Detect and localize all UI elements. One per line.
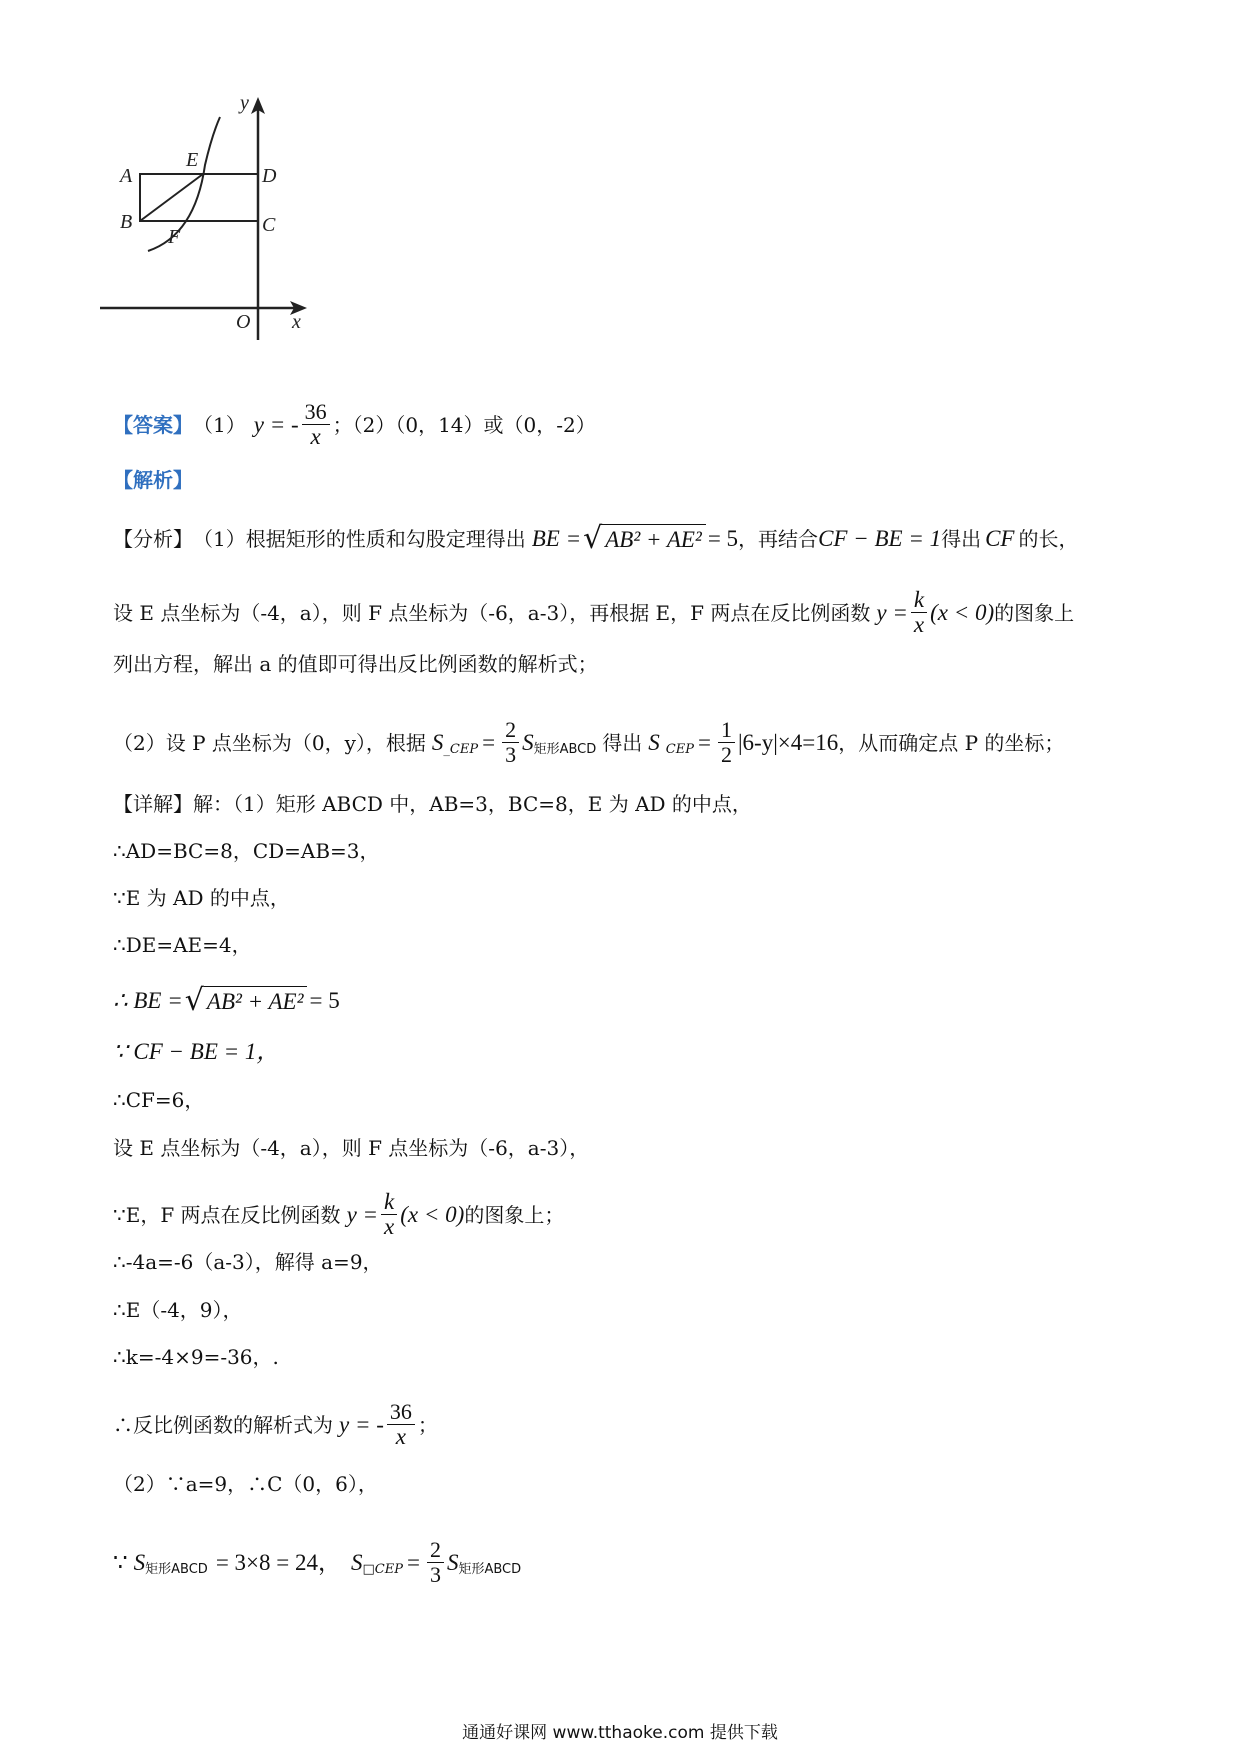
detail-line-11: ∴E（-4，9），	[113, 1298, 243, 1322]
detail-line-15: ∵ S 矩形ABCD = 3×8 = 24， S □CEP = $\frac{2}{3}$ S 矩形ABCD	[113, 1537, 522, 1587]
fenxi-line-2: 设 E 点坐标为（-4，a），则 F 点坐标为（-6，a-3），再根据 E，F 两点在反比例函数 y = $\frac{k}{x}$ (x < 0) 的图象上	[113, 587, 1075, 637]
page-footer: 通通好课网 www.tthaoke.com 提供下载	[462, 1723, 778, 1743]
answer-line: 【答案】 （1） y = - $\frac{36}{x}$ ；（2）（0，14）或（0，-2）	[113, 399, 596, 449]
detail-line-10: ∴-4a=-6（a-3），解得 a=9，	[113, 1250, 383, 1274]
fenxi-line-1: 【分析】 （1）根据矩形的性质和勾股定理得出 BE = √ AB² + AE² = 5 ，再结合 CF − BE = 1 得出 CF 的长，	[113, 521, 1079, 556]
fenxi-line-4: （2）设 P 点坐标为（0，y），根据 S _CEP = $\frac{2}{3}$ S 矩形ABCD 得出 S CEP = $\frac{1}{2}$ |6-y|×4=16 ，从而确定点 P 的坐标；	[113, 717, 1065, 767]
detail-line-5: ∴ BE = √ AB² + AE² = 5	[113, 983, 340, 1018]
point-b-label: B	[120, 211, 133, 233]
y-axis-label: y	[240, 92, 249, 114]
x-axis-label: x	[292, 311, 301, 333]
detail-line-8: 设 E 点坐标为（-4，a），则 F 点坐标为（-6，a-3），	[113, 1136, 590, 1160]
detail-line-12: ∴k=-4×9=-36，.	[113, 1345, 279, 1369]
point-c-label: C	[262, 214, 276, 236]
point-a-label: A	[120, 165, 133, 187]
point-d-label: D	[262, 165, 277, 187]
analysis-heading: 【解析】	[113, 468, 193, 492]
coordinate-figure	[100, 85, 340, 385]
detail-line-7: ∴CF=6，	[113, 1088, 205, 1112]
detail-line-13: ∴反比例函数的解析式为 y = - $\frac{36}{x}$ ；	[113, 1399, 438, 1449]
detail-line-14: （2）∵a=9，∴C（0，6），	[113, 1472, 378, 1496]
detail-line-3: ∵E 为 AD 的中点，	[113, 886, 290, 910]
answer-tag: 【答案】	[113, 412, 193, 437]
origin-label: O	[236, 311, 251, 333]
detail-line-6: ∵ CF − BE = 1，	[113, 1039, 280, 1064]
point-e-label: E	[186, 149, 199, 171]
detail-line-9: ∵E，F 两点在反比例函数 y = $\frac{k}{x}$ (x < 0) 的图象上；	[113, 1189, 565, 1239]
detail-line-2: ∴AD=BC=8，CD=AB=3，	[113, 839, 380, 863]
detail-line-1: 【详解】解：（1）矩形 ABCD 中，AB=3，BC=8，E 为 AD 的中点，	[113, 792, 752, 816]
point-f-label: F	[168, 226, 181, 248]
answer-fraction: $\frac{36}{x}$	[302, 400, 330, 449]
detail-line-4: ∴DE=AE=4，	[113, 933, 252, 957]
fenxi-line-3: 列出方程，解出 a 的值即可得出反比例函数的解析式；	[113, 652, 598, 676]
